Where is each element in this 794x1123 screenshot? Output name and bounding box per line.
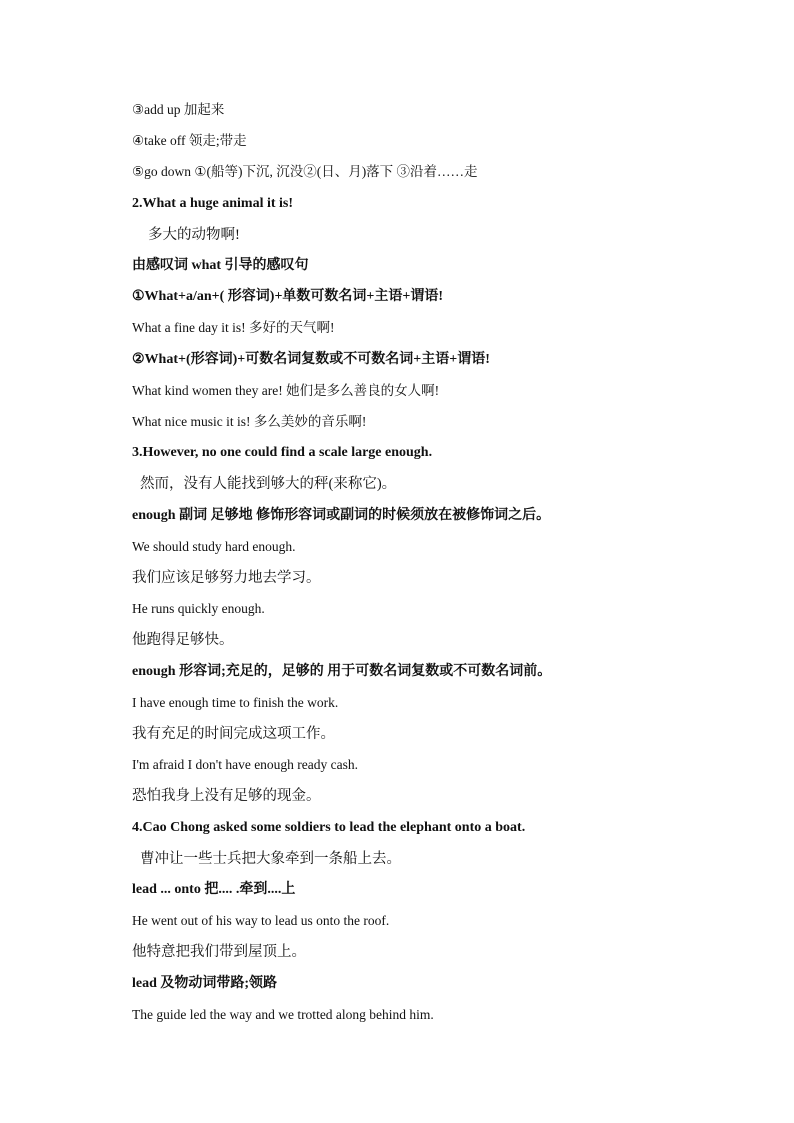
- translation-line: 多大的动物啊!: [148, 227, 240, 243]
- translation-line: 我有充足的时间完成这项工作。: [132, 726, 335, 742]
- example-line: We should study hard enough.: [132, 539, 296, 554]
- translation-line: 恐怕我身上没有足够的现金。: [132, 788, 321, 804]
- text-line: ⑤go down ①(船等)下沉, 沉没②(日、月)落下 ③沿着……走: [132, 164, 478, 179]
- example-line: The guide led the way and we trotted along behind him.: [132, 1007, 434, 1022]
- example-line: I have enough time to finish the work.: [132, 695, 339, 710]
- example-line: What nice music it is! 多么美妙的音乐啊!: [132, 414, 367, 429]
- text-line: ④take off 领走;带走: [132, 133, 247, 148]
- translation-line: 他跑得足够快。: [132, 632, 234, 648]
- text-line: ③add up 加起来: [132, 102, 225, 117]
- grammar-rule: ①What+a/an+( 形容词)+单数可数名词+主语+谓语!: [132, 289, 444, 304]
- translation-line: 他特意把我们带到屋顶上。: [132, 944, 306, 960]
- example-line: He went out of his way to lead us onto the roof.: [132, 913, 390, 928]
- section-heading: 2.What a huge animal it is!: [132, 196, 294, 211]
- translation-line: 曹冲让一些士兵把大象牵到一条船上去。: [140, 851, 401, 867]
- translation-line: 我们应该足够努力地去学习。: [132, 570, 321, 586]
- grammar-heading: lead ... onto 把.... .牵到....上: [132, 882, 296, 897]
- grammar-rule: ②What+(形容词)+可数名词复数或不可数名词+主语+谓语!: [132, 352, 490, 367]
- grammar-heading: enough 形容词;充足的，足够的 用于可数名词复数或不可数名词前。: [132, 664, 552, 679]
- section-heading: 4.Cao Chong asked some soldiers to lead the elephant onto a boat.: [132, 820, 526, 835]
- grammar-heading: 由感叹词 what 引导的感叹句: [132, 258, 309, 273]
- example-line: What a fine day it is! 多好的天气啊!: [132, 320, 335, 335]
- grammar-heading: enough 副词 足够地 修饰形容词或副词的时候须放在被修饰词之后。: [132, 508, 551, 523]
- section-heading: 3.However, no one could find a scale large enough.: [132, 445, 433, 460]
- example-line: He runs quickly enough.: [132, 601, 265, 616]
- translation-line: 然而，没有人能找到够大的秤(来称它)。: [140, 476, 397, 492]
- example-line: What kind women they are! 她们是多么善良的女人啊!: [132, 383, 440, 398]
- example-line: I'm afraid I don't have enough ready cash.: [132, 757, 359, 772]
- grammar-heading: lead 及物动词带路;领路: [132, 976, 278, 991]
